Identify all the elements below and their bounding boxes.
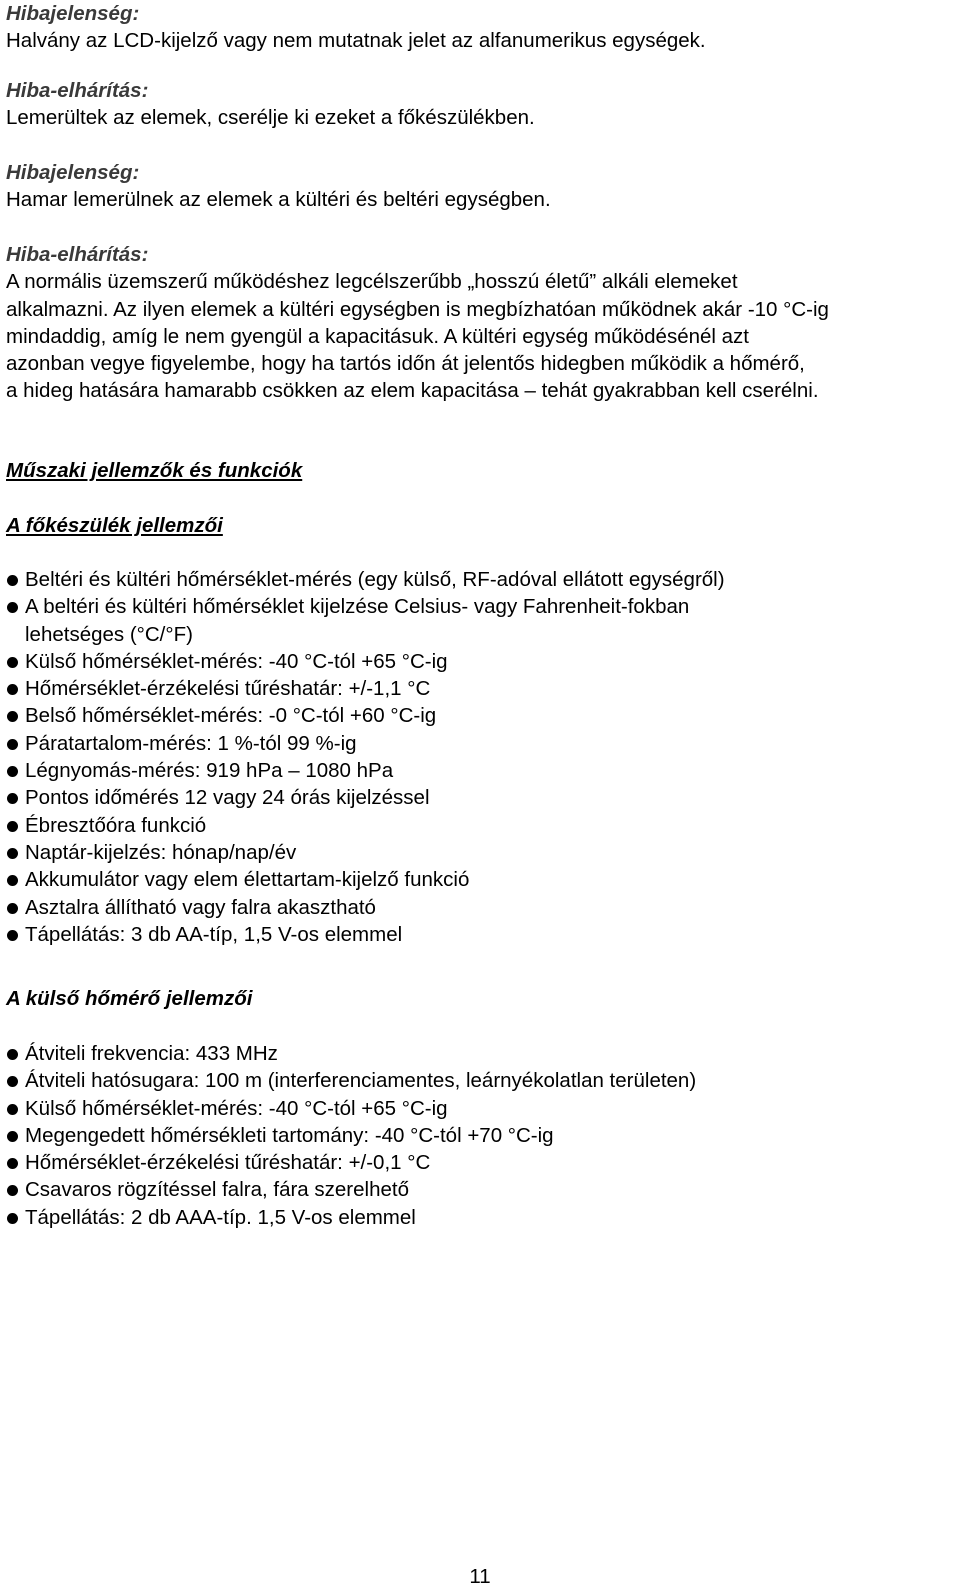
list-item: Megengedett hőmérsékleti tartomány: -40 °C-tól +70 °C-ig	[6, 1122, 956, 1149]
list-item: Asztalra állítható vagy falra akasztható	[6, 894, 956, 921]
list-item: Tápellátás: 2 db AAA-típ. 1,5 V-os elemmel	[6, 1204, 956, 1231]
list-item: Külső hőmérséklet-mérés: -40 °C-tól +65 °C-ig	[6, 648, 956, 675]
remedy-text: Lemerültek az elemek, cserélje ki ezeket a főkészülékben.	[6, 106, 535, 130]
list-item: Tápellátás: 3 db AA-típ, 1,5 V-os elemmel	[6, 921, 956, 948]
remedy-line: a hideg hatására hamarabb csökken az elem kapacitása – tehát gyakrabban kell cserélni.	[6, 379, 819, 403]
bullet-icon	[7, 684, 18, 695]
bullet-icon	[7, 821, 18, 832]
bullet-icon	[7, 766, 18, 777]
main-unit-title: A főkészülék jellemzői	[6, 514, 223, 537]
bullet-icon	[7, 903, 18, 914]
main-unit-feature-list	[6, 566, 956, 948]
bullet-icon	[7, 602, 18, 613]
list-item: Akkumulátor vagy elem élettartam-kijelző funkció	[6, 866, 956, 893]
list-item: Beltéri és kültéri hőmérséklet-mérés (egy külső, RF-adóval ellátott egységről)	[6, 566, 956, 593]
list-item: Átviteli frekvencia: 433 MHz	[6, 1040, 956, 1067]
list-item-continuation: lehetséges (°C/°F)	[25, 622, 193, 646]
bullet-icon	[7, 793, 18, 804]
list-item: Páratartalom-mérés: 1 %-tól 99 %-ig	[6, 730, 956, 757]
symptom-label: Hibajelenség:	[6, 161, 140, 184]
bullet-icon	[7, 1049, 18, 1060]
symptom-label: Hibajelenség:	[6, 2, 140, 25]
symptom-text: Halvány az LCD-kijelző vagy nem mutatnak jelet az alfanumerikus egységek.	[6, 29, 706, 53]
list-item: Ébresztőóra funkció	[6, 812, 956, 839]
list-item: A beltéri és kültéri hőmérséklet kijelzése Celsius- vagy Fahrenheit-fokban lehetséges (°C/°F)	[6, 593, 956, 648]
remedy-label: Hiba-elhárítás:	[6, 79, 149, 102]
list-item: Naptár-kijelzés: hónap/nap/év	[6, 839, 956, 866]
main-unit-features	[6, 566, 956, 948]
troubleshooting-entry	[6, 241, 956, 405]
remedy-label: Hiba-elhárítás:	[6, 243, 149, 266]
sensor-title: A külső hőmérő jellemzői	[6, 987, 253, 1010]
list-item: Belső hőmérséklet-mérés: -0 °C-tól +60 °C-ig	[6, 702, 956, 729]
bullet-icon	[7, 1158, 18, 1169]
remedy-line: A normális üzemszerű működéshez legcélszerűbb „hosszú életű” alkáli elemeket	[6, 270, 738, 294]
bullet-icon	[7, 1185, 18, 1196]
troubleshooting-entry	[6, 0, 956, 55]
remedy-paragraph	[6, 268, 956, 404]
bullet-icon	[7, 1104, 18, 1115]
list-item: Pontos időmérés 12 vagy 24 órás kijelzéssel	[6, 784, 956, 811]
troubleshooting-entry	[6, 159, 956, 214]
bullet-icon	[7, 1131, 18, 1142]
remedy-line: mindaddig, amíg le nem gyengül a kapacitásuk. A kültéri egység működésénél azt	[6, 324, 749, 348]
list-item: Átviteli hatósugara: 100 m (interferenciamentes, leárnyékolatlan területen)	[6, 1067, 956, 1094]
sensor-feature-list	[6, 1040, 956, 1231]
section-title: Műszaki jellemzők és funkciók	[6, 459, 303, 482]
bullet-icon	[7, 875, 18, 886]
list-item: Csavaros rögzítéssel falra, fára szerelhető	[6, 1176, 956, 1203]
bullet-icon	[7, 739, 18, 750]
bullet-icon	[7, 575, 18, 586]
list-item: Légnyomás-mérés: 919 hPa – 1080 hPa	[6, 757, 956, 784]
remedy-line: alkalmazni. Az ilyen elemek a kültéri egységben is megbízhatóan működnek akár -10 °C-ig	[6, 297, 829, 321]
sensor-features	[6, 1040, 956, 1231]
bullet-icon	[7, 711, 18, 722]
bullet-icon	[7, 657, 18, 668]
list-item: Hőmérséklet-érzékelési tűréshatár: +/-1,1 °C	[6, 675, 956, 702]
list-item: Külső hőmérséklet-mérés: -40 °C-tól +65 °C-ig	[6, 1095, 956, 1122]
bullet-icon	[7, 930, 18, 941]
bullet-icon	[7, 1076, 18, 1087]
troubleshooting-entry	[6, 77, 956, 132]
bullet-icon	[7, 1213, 18, 1224]
list-item: Hőmérséklet-érzékelési tűréshatár: +/-0,1 °C	[6, 1149, 956, 1176]
remedy-line: azonban vegye figyelembe, hogy ha tartós időn át jelentős hidegben működik a hőmérő,	[6, 352, 805, 376]
symptom-text: Hamar lemerülnek az elemek a kültéri és beltéri egységben.	[6, 188, 551, 212]
bullet-icon	[7, 848, 18, 859]
page-number: 11	[469, 1565, 491, 1588]
